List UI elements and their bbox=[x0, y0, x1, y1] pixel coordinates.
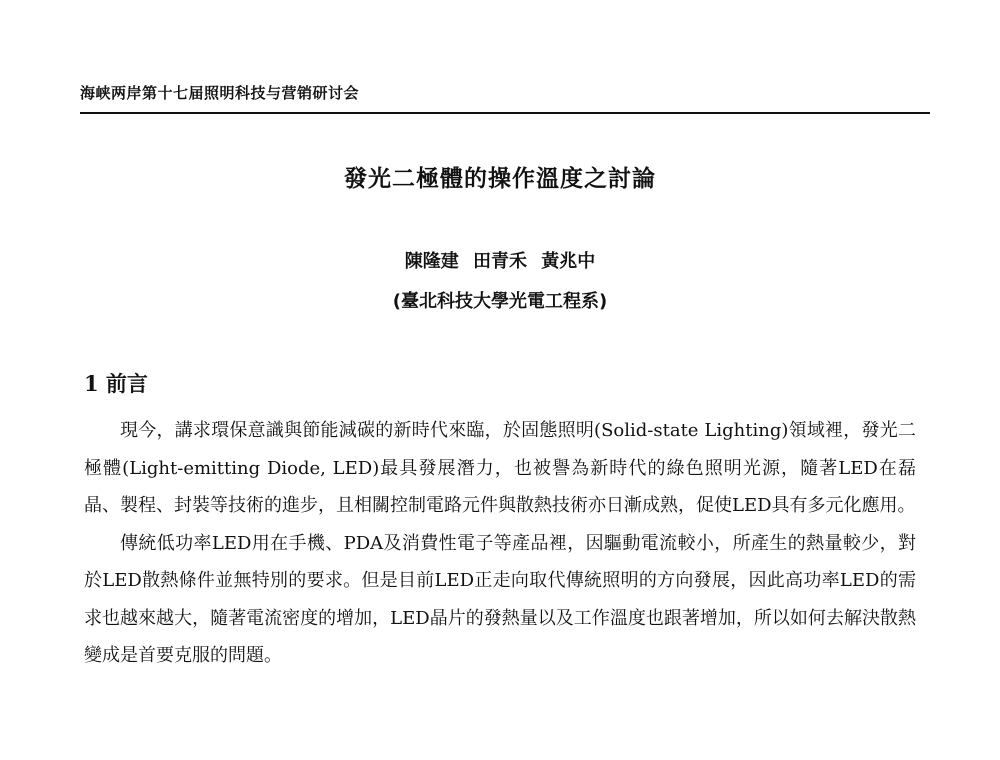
paragraph: 傳統低功率LED用在手機、PDA及消費性電子等產品裡，因驅動電流較小，所產生的熱量較少，對於LED散熱條件並無特別的要求。但是目前LED正走向取代傳統照明的方向發展，因此高功率LED的需求也越來越大，隨著電流密度的增加，LED晶片的發熱量以及工作溫度也跟著增加，所以如何去解決散熱變成是首要克服的問題。 bbox=[84, 532, 916, 666]
paper-authors: 陳隆建 田青禾 黃兆中 bbox=[404, 251, 596, 272]
paragraph: 現今，講求環保意識與節能減碳的新時代來臨，於固態照明(Solid-state Lighting)領域裡，發光二極體(Light-emitting Diode, LED)最具發展潛力，也被譽為新時代的綠色照明光源，隨著LED在磊晶、製程、封裝等技術的進步，且相關控制電路元件與散熱技術亦日漸成熟，促使LED具有多元化應用。 bbox=[84, 420, 916, 516]
section-heading: 1 前言 bbox=[84, 371, 148, 396]
paper-title: 發光二極體的操作溫度之討論 bbox=[344, 166, 656, 192]
header-divider bbox=[80, 112, 930, 114]
section-body bbox=[84, 412, 916, 675]
running-header: 海峡两岸第十七届照明科技与营销研讨会 bbox=[80, 84, 360, 102]
paper-affiliation: (臺北科技大學光電工程系) bbox=[392, 291, 608, 312]
